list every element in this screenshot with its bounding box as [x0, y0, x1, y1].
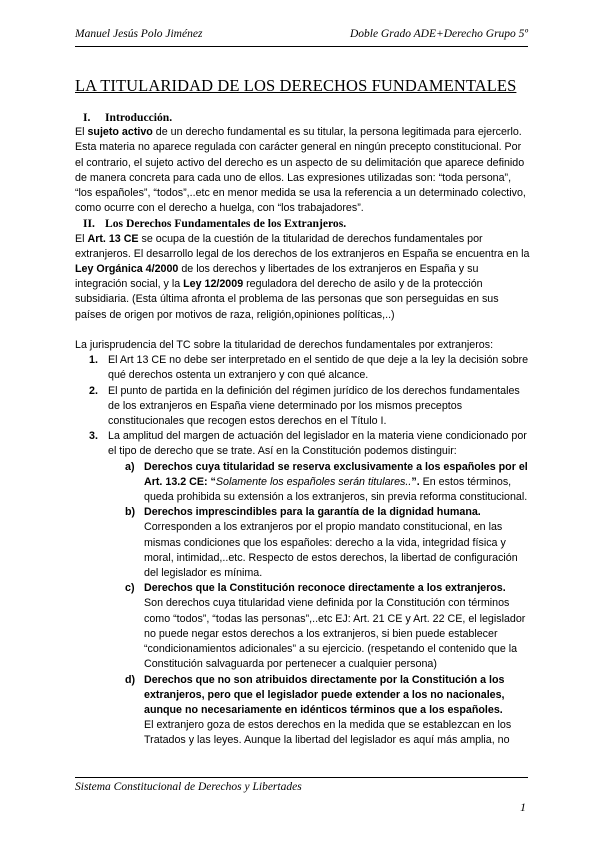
bold-term: Ley Orgánica 4/2000 — [75, 263, 179, 276]
section-title: Introducción. — [105, 111, 173, 124]
quote-mark: ”. — [411, 475, 420, 488]
sublist-letter: a) — [125, 460, 135, 473]
text-run: de un derecho fundamental es su titular, la persona legitimada para ejercerlo. Esta materia no aparece regulada con carácter general en ningún precepto constitucional. Por el contrario, el sujeto activo del derecho es un aspecto de su delimitación que aparece definido de manera concreta para cada uno de ellos. Las expresiones utilizadas son: “toda persona”, “los españoles”, “todos”,..etc en menor medida se usa la referencia a un determinado colectivo, como ocurre con el derecho a huelga, con “los trabajadores”. — [75, 126, 526, 215]
section-heading-introduccion — [75, 110, 530, 125]
list-item — [75, 429, 530, 748]
sublist-letter: b) — [125, 506, 136, 519]
text-run: El — [75, 232, 88, 245]
header-divider — [75, 46, 528, 47]
page-number: 1 — [520, 800, 526, 814]
sublist-letter: d) — [125, 673, 136, 686]
list-text: El punto de partida en la definición del régimen jurídico de los derechos fundamentales de los extranjeros en España viene determinado por los mismos preceptos constitucionales que recogen estos derechos en el Título I. — [108, 384, 520, 428]
intro-paragraph — [75, 125, 530, 216]
bold-term: Art. 13 CE — [87, 232, 139, 245]
sublist-heading: Derechos imprescindibles para la garantía de la dignidad humana. — [144, 506, 481, 519]
sublist-text: Corresponden a los extranjeros por el propio mandato constitucional, en las mismas condiciones que los españoles: derecho a la vida, integridad física y moral, intimidad,..etc. Respecto de estos derechos, la libertad de configuración del legislador es mínima. — [144, 521, 518, 580]
list-number: 1. — [89, 354, 98, 367]
page-header — [75, 28, 528, 44]
sublist-item — [108, 581, 530, 672]
bold-term: sujeto activo — [87, 126, 153, 139]
text-run: reguladora del derecho de asilo y de la protección subsidiaria. (Esta última afronta el problema de las personas que son perseguidas en sus países de origen por motivos de raza, religión,opiniones políticas,..) — [75, 278, 499, 321]
list-number: 3. — [89, 430, 98, 443]
sublist-heading: Derechos que no son atribuidos directamente por la Constitución a los extranjeros, pero que el legislador puede extender a los no nacionales, aunque no necesariamente en idénticos términos que a los españoles. — [144, 673, 505, 716]
section-title: Los Derechos Fundamentales de los Extranjeros. — [105, 217, 347, 231]
sublist-heading: Derechos que la Constitución reconoce directamente a los extranjeros. — [144, 582, 506, 595]
list-item — [75, 353, 530, 383]
extranjeros-paragraph — [75, 232, 530, 323]
document-body — [75, 110, 530, 749]
sublist-text: El extranjero goza de estos derechos en la medida que se establezcan en los Tratados y las leyes. Aunque la libertad del legislador es aquí más amplia, no — [144, 719, 512, 747]
sublist-letter: c) — [125, 582, 135, 595]
paragraph-gap — [75, 323, 530, 338]
sublist-text: En estos términos, queda prohibida su extensión a los extranjeros, sin previa reforma constitucional. — [144, 475, 528, 504]
quote-text: Solamente los españoles serán titulares.. — [215, 475, 412, 488]
sublist-item — [108, 673, 530, 749]
footer-divider — [75, 777, 528, 778]
document-title: LA TITULARIDAD DE LOS DERECHOS FUNDAMENTALES — [75, 76, 517, 95]
section-number: I. — [83, 111, 91, 124]
list-number: 2. — [89, 384, 98, 397]
sublist-item — [108, 505, 530, 581]
text-run: El — [75, 126, 88, 139]
text-run: se ocupa de la cuestión de la titularidad de derechos fundamentales por extranjeros. El desarrollo legal de los derechos de los extranjeros en España se encuentra en la — [75, 232, 530, 260]
section-heading-extranjeros — [75, 216, 530, 231]
quote-mark: “ — [210, 475, 216, 488]
sublist-heading: Derechos cuya titularidad se reserva exclusivamente a los españoles por el Art. 13.2 CE: — [144, 460, 528, 488]
sublist-text: Son derechos cuya titularidad viene definida por la Constitución con términos como “todos”, “todas las personas”,..etc EJ: Art. 21 CE y Art. 22 CE, el legislador no puede negar estos derechos a los extranjeros, si bien puede establecer “condicionamientos adicionales” a su ejercicio. (respetando el contenido que la Constitución salvaguarda por pertenecer a cualquier persona) — [144, 597, 526, 671]
sublist-item — [108, 460, 530, 506]
jurisprudence-list — [75, 353, 530, 748]
list-item — [75, 384, 530, 430]
list-text: La amplitud del margen de actuación del legislador en la materia viene condicionado por el tipo de derecho que se trate. Así en la Constitución podemos distinguir: — [108, 430, 527, 458]
jurisprudence-intro: La jurisprudencia del TC sobre la titularidad de derechos fundamentales por extranjeros: — [75, 339, 494, 352]
section-number: II. — [83, 217, 95, 231]
text-run: de los derechos y libertades de los extranjeros en España y su integración social, y la — [75, 263, 479, 291]
header-course: Doble Grado ADE+Derecho Grupo 5º — [349, 28, 528, 40]
header-author: Manuel Jesús Polo Jiménez — [75, 28, 203, 40]
list-text: El Art 13 CE no debe ser interpretado en el sentido de que deje a la ley la decisión sobre qué derechos ostenta un extranjero y con qué alcance. — [108, 354, 529, 382]
rights-sublist — [108, 460, 530, 749]
bold-term: Ley 12/2009 — [183, 278, 244, 291]
footer-subject: Sistema Constitucional de Derechos y Libertades — [75, 781, 302, 793]
